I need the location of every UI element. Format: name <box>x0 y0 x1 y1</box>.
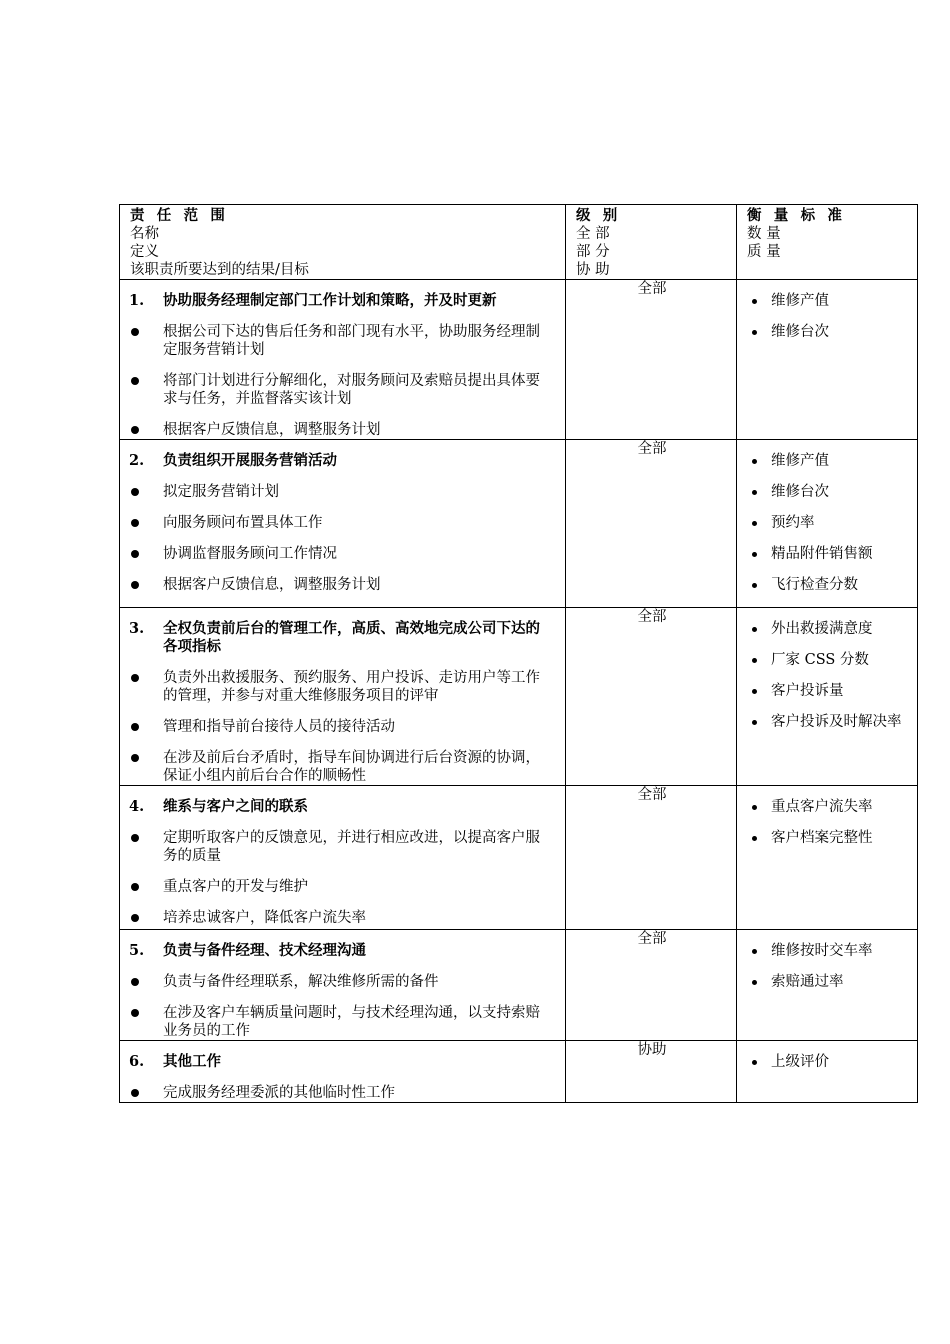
table-row <box>120 608 918 786</box>
bullet-icon <box>749 713 771 731</box>
level-value: 全部 <box>637 787 667 803</box>
row-number: 6. <box>129 1053 145 1070</box>
list-item: 负责外出救援服务、预约服务、用户投诉、走访用户等工作的管理，并参与对重大维修服务项目的评审 <box>163 670 540 704</box>
list-item: 根据公司下达的售后任务和部门现有水平，协助服务经理制定服务营销计划 <box>163 324 540 358</box>
table-row <box>120 280 918 440</box>
level-value: 全部 <box>637 931 667 947</box>
measure-item: 上级评价 <box>771 1054 829 1070</box>
bullet-icon <box>749 798 771 816</box>
list-item: 向服务顾问布置具体工作 <box>163 515 323 531</box>
bullet-icon <box>749 620 771 638</box>
list-item: 在涉及前后台矛盾时，指导车间协调进行后台资源的协调，保证小组内前后台合作的顺畅性 <box>163 750 540 784</box>
bullet-icon <box>129 973 163 991</box>
row-number: 1. <box>129 292 145 309</box>
row-number: 4. <box>129 798 145 815</box>
bullet-icon <box>749 545 771 563</box>
responsibility-cell <box>120 280 566 440</box>
bullet-icon <box>129 514 163 532</box>
bullet-icon <box>129 1084 163 1102</box>
bullet-icon <box>129 323 163 359</box>
list-item: 完成服务经理委派的其他临时性工作 <box>163 1085 395 1101</box>
measure-item: 索赔通过率 <box>771 974 844 990</box>
measure-item: 客户投诉量 <box>771 683 844 699</box>
responsibility-cell <box>120 1041 566 1103</box>
measure-item: 飞行检查分数 <box>771 577 858 593</box>
measure-item: 维修产值 <box>771 293 829 309</box>
measure-item: 客户投诉及时解决率 <box>771 714 902 730</box>
bullet-icon <box>129 483 163 501</box>
responsibility-cell <box>120 930 566 1041</box>
responsibility-cell <box>120 786 566 930</box>
measure-item: 预约率 <box>771 515 815 531</box>
bullet-icon <box>749 942 771 960</box>
level-cell <box>566 280 737 440</box>
measure-item: 重点客户流失率 <box>771 799 873 815</box>
list-item: 根据客户反馈信息，调整服务计划 <box>163 422 381 438</box>
bullet-icon <box>749 452 771 470</box>
table-row <box>120 440 918 608</box>
bullet-icon <box>749 973 771 991</box>
header-row <box>120 205 918 280</box>
list-item: 协调监督服务顾问工作情况 <box>163 546 337 562</box>
header-measure-line: 质 量 <box>747 244 781 260</box>
level-cell <box>566 608 737 786</box>
measure-cell <box>737 608 918 786</box>
level-cell <box>566 440 737 608</box>
header-measure-cell <box>737 205 918 280</box>
responsibility-table <box>119 204 918 1103</box>
row-title: 负责组织开展服务营销活动 <box>163 452 337 469</box>
header-measure-line: 数 量 <box>747 226 781 242</box>
header-scope-title: 责 任 范 围 <box>130 207 229 224</box>
level-cell <box>566 930 737 1041</box>
bullet-icon <box>129 718 163 736</box>
measure-cell <box>737 786 918 930</box>
responsibility-cell <box>120 440 566 608</box>
bullet-icon <box>749 483 771 501</box>
bullet-icon <box>129 829 163 865</box>
bullet-icon <box>749 829 771 847</box>
measure-cell <box>737 280 918 440</box>
list-item: 在涉及客户车辆质量问题时，与技术经理沟通，以支持索赔业务员的工作 <box>163 1005 540 1039</box>
bullet-icon <box>129 909 163 927</box>
level-value: 协助 <box>637 1042 667 1058</box>
bullet-icon <box>129 372 163 408</box>
table-row <box>120 1041 918 1103</box>
bullet-icon <box>129 421 163 439</box>
list-item: 负责与备件经理联系，解决维修所需的备件 <box>163 974 439 990</box>
header-level-line: 全 部 <box>576 226 610 242</box>
measure-item: 精品附件销售额 <box>771 546 873 562</box>
measure-item: 维修台次 <box>771 484 829 500</box>
list-item: 根据客户反馈信息，调整服务计划 <box>163 577 381 593</box>
bullet-icon <box>129 1004 163 1040</box>
bullet-icon <box>129 576 163 594</box>
header-level-line: 部 分 <box>576 244 610 260</box>
row-number: 3. <box>129 620 145 637</box>
header-scope-cell <box>120 205 566 280</box>
header-level-line: 协 助 <box>576 262 610 278</box>
bullet-icon <box>749 514 771 532</box>
bullet-icon <box>749 1053 771 1071</box>
header-scope-line: 该职责所要达到的结果/目标 <box>130 262 309 278</box>
header-level-title: 级 别 <box>576 207 621 224</box>
list-item: 定期听取客户的反馈意见，并进行相应改进，以提高客户服务的质量 <box>163 830 540 864</box>
measure-item: 维修按时交车率 <box>771 943 873 959</box>
responsibility-cell <box>120 608 566 786</box>
list-item: 重点客户的开发与维护 <box>163 879 308 895</box>
row-number: 5. <box>129 942 145 959</box>
bullet-icon <box>749 323 771 341</box>
level-value: 全部 <box>637 609 667 625</box>
measure-item: 厂家 CSS 分数 <box>771 652 869 668</box>
bullet-icon <box>129 878 163 896</box>
row-title: 负责与备件经理、技术经理沟通 <box>163 942 366 959</box>
bullet-icon <box>749 576 771 594</box>
row-title: 其他工作 <box>163 1053 221 1070</box>
header-measure-title: 衡 量 标 准 <box>747 207 846 224</box>
list-item: 拟定服务营销计划 <box>163 484 279 500</box>
row-title: 协助服务经理制定部门工作计划和策略，并及时更新 <box>163 292 497 309</box>
measure-cell <box>737 440 918 608</box>
table-row <box>120 786 918 930</box>
bullet-icon <box>749 292 771 310</box>
measure-item: 维修产值 <box>771 453 829 469</box>
measure-item: 维修台次 <box>771 324 829 340</box>
row-number: 2. <box>129 452 145 469</box>
measure-cell <box>737 1041 918 1103</box>
list-item: 培养忠诚客户，降低客户流失率 <box>163 910 366 926</box>
level-cell <box>566 786 737 930</box>
table-row <box>120 930 918 1041</box>
bullet-icon <box>129 669 163 705</box>
bullet-icon <box>749 682 771 700</box>
measure-item: 外出救援满意度 <box>771 621 873 637</box>
header-scope-line: 定义 <box>130 244 159 260</box>
row-title: 维系与客户之间的联系 <box>163 798 308 815</box>
level-value: 全部 <box>637 441 667 457</box>
row-title: 全权负责前后台的管理工作，高质、高效地完成公司下达的各项指标 <box>163 620 540 655</box>
measure-item: 客户档案完整性 <box>771 830 873 846</box>
list-item: 管理和指导前台接待人员的接待活动 <box>163 719 395 735</box>
list-item: 将部门计划进行分解细化，对服务顾问及索赔员提出具体要求与任务，并监督落实该计划 <box>163 373 540 407</box>
bullet-icon <box>129 545 163 563</box>
measure-cell <box>737 930 918 1041</box>
header-scope-line: 名称 <box>130 226 159 242</box>
header-level-cell <box>566 205 737 280</box>
level-value: 全部 <box>637 281 667 297</box>
level-cell <box>566 1041 737 1103</box>
bullet-icon <box>129 749 163 785</box>
bullet-icon <box>749 651 771 669</box>
